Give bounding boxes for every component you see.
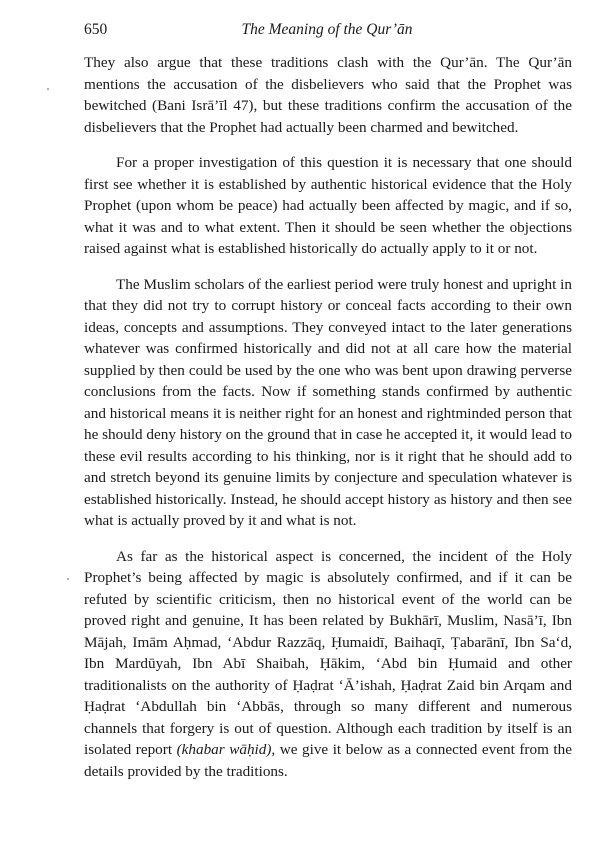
running-header	[84, 21, 570, 41]
page-number: 650	[84, 21, 108, 38]
scan-speck	[67, 578, 69, 580]
paragraph-text: we give it below as a connected event from the details provided by the traditions.	[84, 741, 572, 780]
body-text	[84, 52, 572, 796]
paragraph: The Muslim scholars of the earliest period were truly honest and upright in that they did not try to corrupt history or conceal facts according to their own ideas, concepts and assumptions. They conveyed intact to the later generations whatever was confirmed historically and did not at all care how the material supplied by then could be used by the one who was bent upon drawing perverse conclusions from the facts. Now if something stands confirmed by authentic and historical means it is neither right for an honest and rightminded person that he should deny history on the ground that in case he accepted it, it would lead to these evil results according to his thinking, nor is it right that he should add to and stretch beyond its genuine limits by conjecture and speculation whatever is established historically. Instead, he should accept history as history and then see what is actually proved by it and what is not.	[84, 275, 572, 529]
paragraph: They also argue that these traditions clash with the Qur’ān. The Qur’ān mentions the accusation of the disbelievers who said that the Prophet was bewitched (Bani Isrā’īl 47), but these traditions confirm the accusation of the disbelievers that the Prophet had actually been charmed and bewitched.	[84, 54, 572, 136]
scan-speck	[47, 88, 49, 90]
running-title: The Meaning of the Qur’ān	[241, 21, 413, 38]
paragraph: For a proper investigation of this question it is necessary that one should first see whether it is established by authentic historical evidence that the Holy Prophet (upon whom be peace) had actually been affected by magic, and if so, what it was and to what extent. Then it should be seen whether the objections raised against what is established historically do actually apply to it or not.	[84, 154, 572, 257]
paragraph-text: As far as the historical aspect is concerned, the incident of the Holy Prophet’s being affected by magic is absolutely confirmed, and if it can be refuted by scientific criticism, then no historical event of the world can be proved right and genuine, It has been related by Bukhārī, Muslim, Nasā’ī, Ibn Mājah, Imām Aḥmad, ‘Abdur Razzāq, Ḥumaidī, Baihaqī, Ṭabarānī, Ibn Sa‘d, Ibn Mardūyah, Ibn Abī Shaibah, Ḥākim, ‘Abd bin Ḥumaid and other traditionalists on the authority of Ḥaḍrat ‘Ā’ishah, Ḥaḍrat Zaid bin Arqam and Ḥaḍrat ‘Abdullah bin ‘Abbās, through so many different and numerous channels that forgery is out of question. Although each tradition by itself is an isolated report	[84, 547, 572, 758]
italic-term: (khabar wāḥid),	[176, 741, 276, 758]
paragraph	[84, 546, 572, 783]
